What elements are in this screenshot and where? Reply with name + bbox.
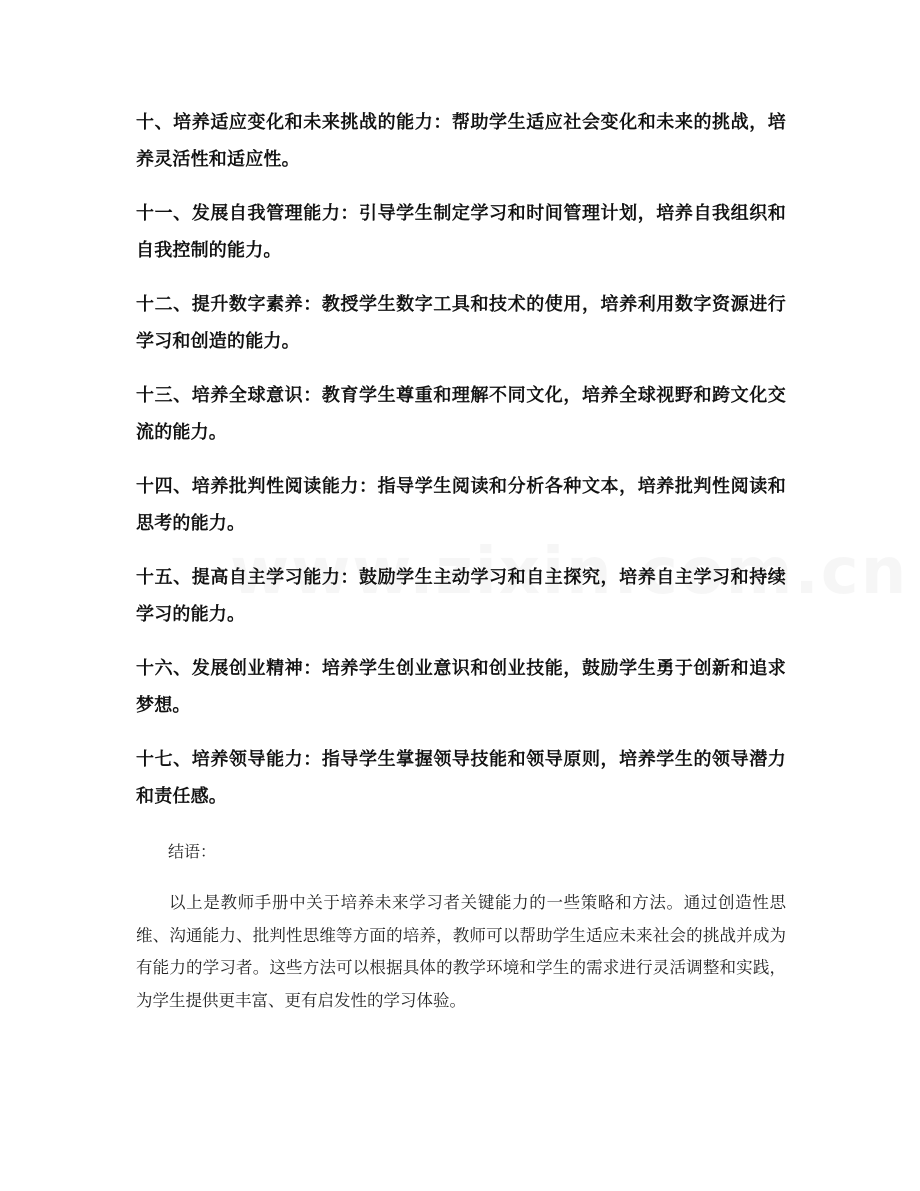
list-item: 十四、培养批判性阅读能力：指导学生阅读和分析各种文本，培养批判性阅读和思考的能力。 [136, 476, 786, 534]
list-item: 十三、培养全球意识：教育学生尊重和理解不同文化，培养全球视野和跨文化交流的能力。 [136, 385, 786, 443]
document-body [136, 104, 786, 1017]
list-item: 十六、发展创业精神：培养学生创业意识和创业技能，鼓励学生勇于创新和追求梦想。 [136, 658, 786, 716]
list-item: 十一、发展自我管理能力：引导学生制定学习和时间管理计划，培养自我组织和自我控制的能力。 [136, 203, 786, 261]
conclusion-paragraph: 以上是教师手册中关于培养未来学习者关键能力的一些策略和方法。通过创造性思维、沟通能力、批判性思维等方面的培养，教师可以帮助学生适应未来社会的挑战并成为有能力的学习者。这些方法可以根据具体的教学环境和学生的需求进行灵活调整和实践，为学生提供更丰富、更有启发性的学习体验。 [136, 893, 786, 1010]
list-item: 十七、培养领导能力：指导学生掌握领导技能和领导原则，培养学生的领导潜力和责任感。 [136, 749, 786, 807]
conclusion-heading: 结语： [168, 842, 217, 861]
list-item: 十、培养适应变化和未来挑战的能力：帮助学生适应社会变化和未来的挑战，培养灵活性和适应性。 [136, 112, 786, 170]
list-item: 十五、提高自主学习能力：鼓励学生主动学习和自主探究，培养自主学习和持续学习的能力。 [136, 567, 786, 625]
list-item: 十二、提升数字素养：教授学生数字工具和技术的使用，培养利用数字资源进行学习和创造的能力。 [136, 294, 786, 352]
